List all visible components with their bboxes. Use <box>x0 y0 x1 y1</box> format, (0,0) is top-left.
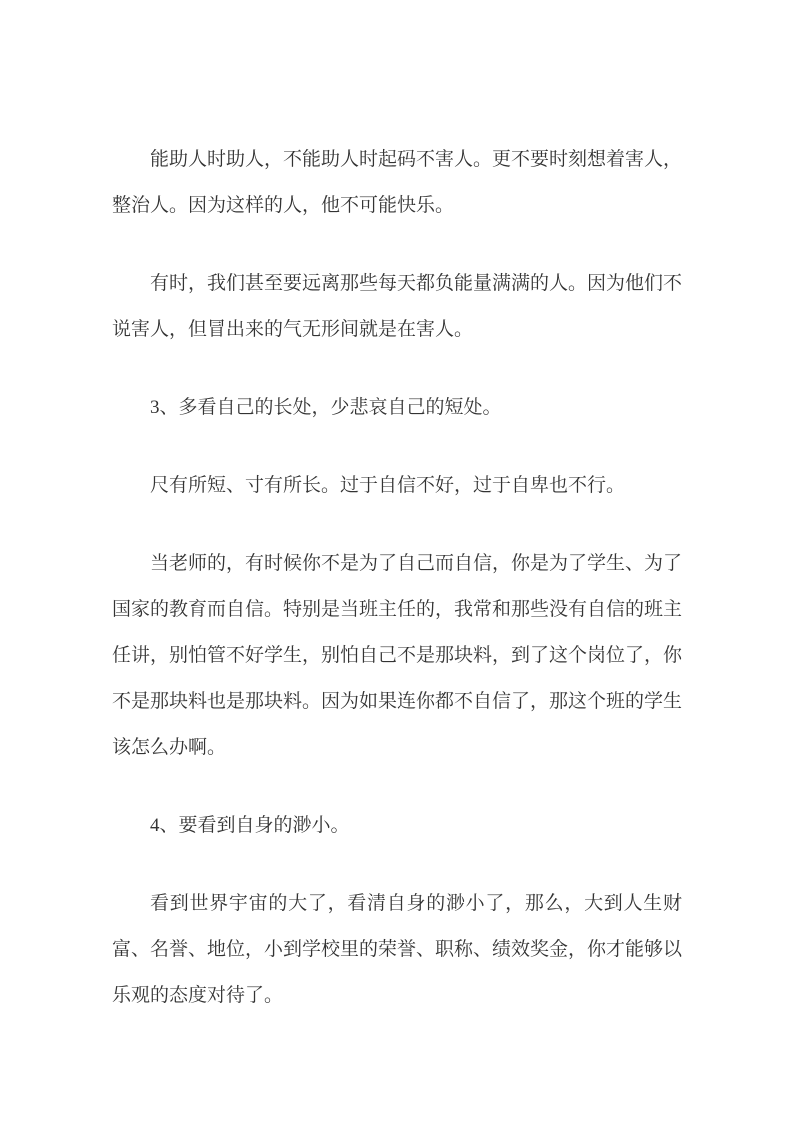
heading-point-4: 4、要看到自身的渺小。 <box>150 815 350 836</box>
document-body <box>112 137 682 1019</box>
paragraph-see-own-smallness: 看到世界宇宙的大了，看清自身的渺小了，那么，大到人生财富、名誉、地位，小到学校里的荣誉、职称、绩效奖金，你才能够以乐观的态度对待了。 <box>112 893 683 1006</box>
paragraph-teacher-confidence: 当老师的，有时候你不是为了自己而自信，你是为了学生、为了国家的教育而自信。特别是当班主任的，我常和那些没有自信的班主任讲，别怕管不好学生，别怕自己不是那块料，到了这个岗位了，你不是那块料也是那块料。因为如果连你都不自信了，那这个班的学生该怎么办啊。 <box>112 553 683 758</box>
heading-point-3: 3、多看自己的长处，少悲哀自己的短处。 <box>150 397 502 418</box>
paragraph-help-people: 能助人时助人，不能助人时起码不害人。更不要时刻想着害人，整治人。因为这样的人，他不可能快乐。 <box>112 149 683 216</box>
paragraph-stay-away-negative: 有时，我们甚至要远离那些每天都负能量满满的人。因为他们不说害人，但冒出来的气无形间就是在害人。 <box>112 273 683 340</box>
paragraph-strengths-weaknesses: 尺有所短、寸有所长。过于自信不好，过于自卑也不行。 <box>150 475 626 496</box>
